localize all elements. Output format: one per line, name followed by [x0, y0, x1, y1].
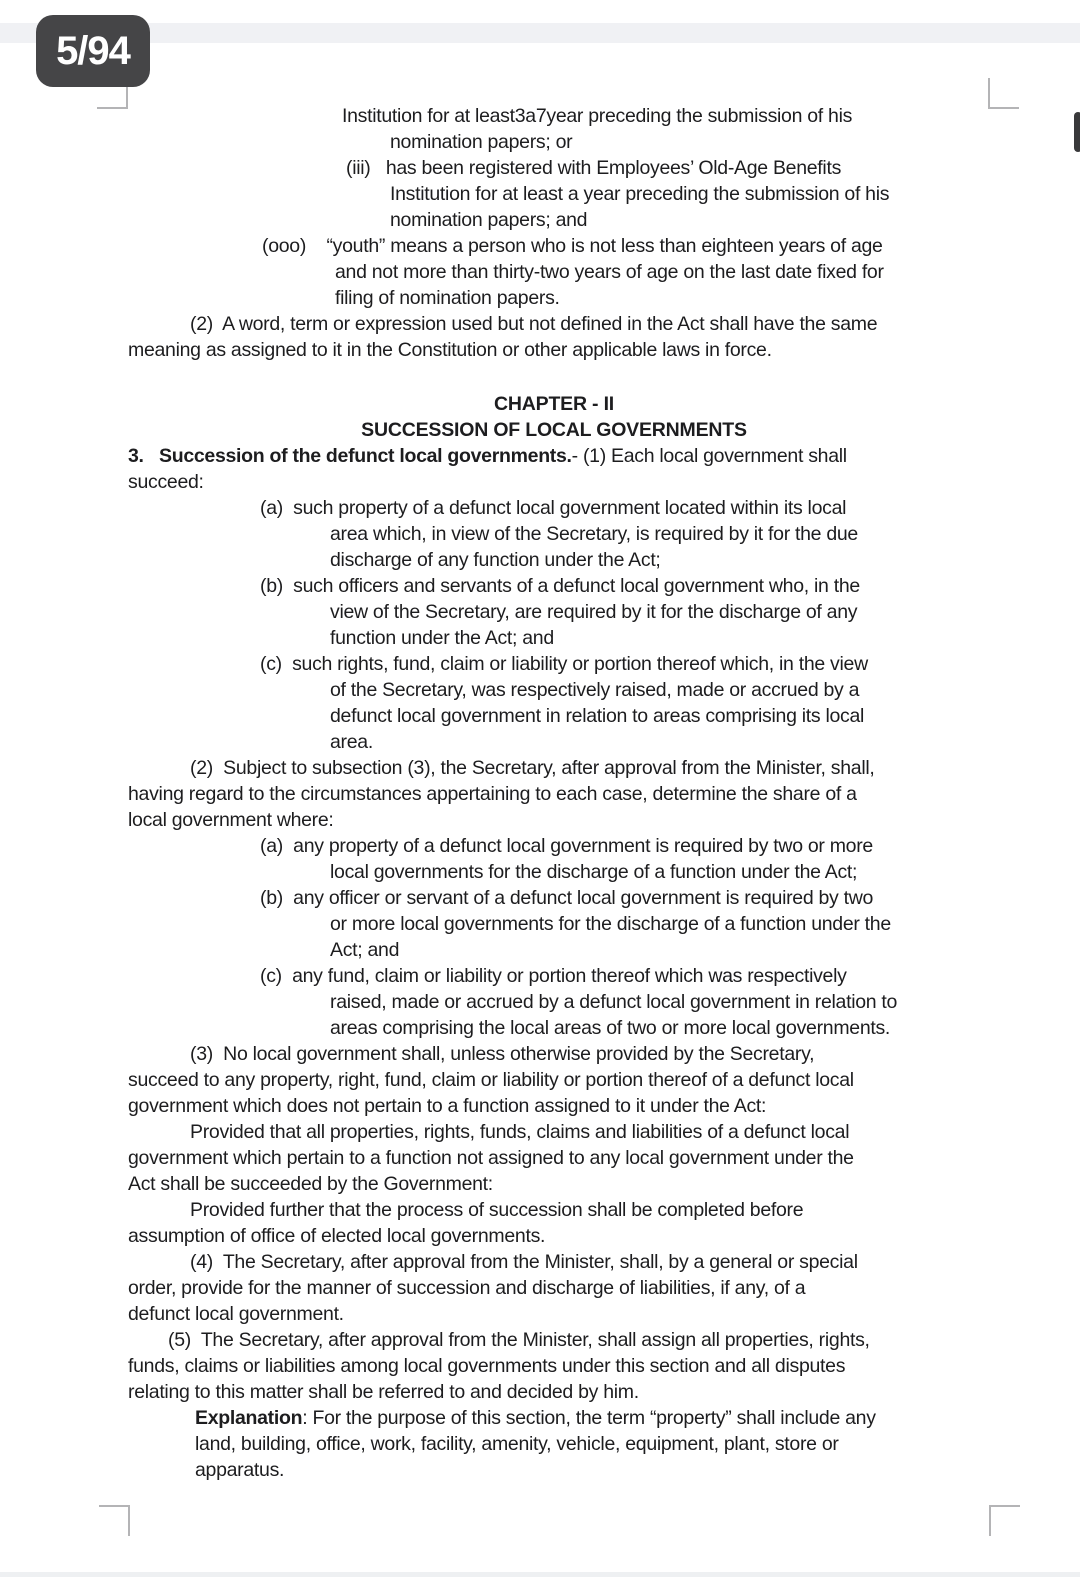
text-run: succeed:	[128, 471, 204, 493]
text-run: (4) The Secretary, after approval from the Minister, shall, by a general or special	[190, 1251, 858, 1273]
text-run: defunct local government in relation to areas comprising its local	[330, 705, 865, 727]
text-run: (c) such rights, fund, claim or liability or portion thereof which, in the view	[260, 653, 868, 675]
text-run: (b) such officers and servants of a defunct local government who, in the	[260, 575, 860, 597]
text-run: and not more than thirty-two years of age on the last date fixed for	[335, 261, 884, 283]
doc-line	[260, 833, 1080, 859]
text-run: meaning as assigned to it in the Constitution or other applicable laws in force.	[128, 339, 772, 361]
text-run: government which pertain to a function not assigned to any local government under the	[128, 1147, 854, 1169]
doc-line	[128, 1041, 1080, 1067]
section-heading-line	[128, 443, 1080, 469]
doc-line	[128, 1171, 1080, 1197]
doc-line	[128, 1067, 1080, 1093]
text-run: Act; and	[330, 939, 400, 961]
bold-text-run: 3. Succession of the defunct local governments.	[128, 445, 572, 467]
doc-line	[330, 547, 1080, 573]
doc-line	[260, 885, 1080, 911]
doc-line	[128, 1353, 1080, 1379]
doc-line	[390, 129, 1080, 155]
text-run: CHAPTER - II	[493, 393, 615, 415]
text-run: (b) any officer or servant of a defunct local government is required by two	[260, 887, 874, 909]
page-number-badge[interactable]	[36, 15, 150, 87]
text-run: (iii) has been registered with Employees’ Old-Age Benefits	[346, 157, 842, 179]
text-run: defunct local government.	[128, 1303, 344, 1325]
text-run: SUCCESSION OF LOCAL GOVERNMENTS	[361, 419, 747, 441]
doc-line	[128, 311, 1080, 337]
doc-line	[330, 703, 1080, 729]
doc-line	[330, 1015, 1080, 1041]
text-run: nomination papers; and	[390, 209, 588, 231]
chapter-heading	[128, 417, 980, 443]
text-run: (2) Subject to subsection (3), the Secretary, after approval from the Minister, shall,	[190, 757, 875, 779]
doc-line	[128, 781, 1080, 807]
chapter-heading	[128, 391, 980, 417]
bottom-bar	[0, 1572, 1080, 1577]
doc-line	[330, 859, 1080, 885]
doc-line	[330, 677, 1080, 703]
text-run: area which, in view of the Secretary, is required by it for the due	[330, 523, 858, 545]
top-toolbar-strip	[0, 23, 1080, 43]
text-run: discharge of any function under the Act;	[330, 549, 661, 571]
text-run: having regard to the circumstances appertaining to each case, determine the share of a	[128, 783, 857, 805]
page-number-label: 5/94	[56, 28, 130, 73]
doc-line	[330, 729, 1080, 755]
doc-line	[342, 103, 1080, 129]
text-run: or more local governments for the discharge of a function under the	[330, 913, 891, 935]
text-run: local governments for the discharge of a function under the Act;	[330, 861, 858, 883]
doc-line	[128, 337, 1080, 363]
doc-line	[128, 1197, 1080, 1223]
crop-corner-bottom-right	[989, 1505, 1020, 1536]
doc-line	[335, 259, 1080, 285]
text-run: assumption of office of elected local governments.	[128, 1225, 546, 1247]
text-run: function under the Act; and	[330, 627, 554, 649]
text-run: of the Secretary, was respectively raised, made or accrued by a	[330, 679, 860, 701]
doc-line	[128, 1301, 1080, 1327]
doc-line	[128, 1249, 1080, 1275]
text-run: view of the Secretary, are required by it for the discharge of any	[330, 601, 858, 623]
doc-line	[330, 989, 1080, 1015]
text-run: (a) such property of a defunct local government located within its local	[260, 497, 847, 519]
doc-line	[195, 1431, 1080, 1457]
text-run: (a) any property of a defunct local government is required by two or more	[260, 835, 873, 857]
doc-line	[128, 1327, 1080, 1353]
text-run: local government where:	[128, 809, 334, 831]
text-run: Provided that all properties, rights, funds, claims and liabilities of a defunct local	[190, 1121, 850, 1143]
text-run: land, building, office, work, facility, amenity, vehicle, equipment, plant, store or	[195, 1433, 839, 1455]
crop-corner-bottom-left	[99, 1505, 130, 1536]
text-run: Provided further that the process of succession shall be completed before	[190, 1199, 804, 1221]
doc-line	[128, 1145, 1080, 1171]
doc-line	[260, 495, 1080, 521]
text-run: area.	[330, 731, 373, 753]
text-run: areas comprising the local areas of two or more local governments.	[330, 1017, 891, 1039]
doc-line	[195, 1405, 1080, 1431]
doc-line	[260, 573, 1080, 599]
doc-line	[390, 207, 1080, 233]
text-run: nomination papers; or	[390, 131, 573, 153]
text-run: Institution for at least a year preceding the submission of his	[390, 183, 890, 205]
doc-line	[128, 1093, 1080, 1119]
doc-line	[128, 469, 1080, 495]
doc-line	[128, 755, 1080, 781]
text-run: Institution for at least3a7year preceding the submission of his	[342, 105, 853, 127]
text-run: funds, claims or liabilities among local governments under this section and all disputes	[128, 1355, 846, 1377]
text-run: apparatus.	[195, 1459, 285, 1481]
doc-line	[128, 807, 1080, 833]
doc-line	[330, 911, 1080, 937]
doc-line	[260, 963, 1080, 989]
text-run: raised, made or accrued by a defunct local government in relation to	[330, 991, 898, 1013]
document-page	[0, 103, 1080, 1483]
text-run: government which does not pertain to a function assigned to it under the Act:	[128, 1095, 767, 1117]
text-run: - (1) Each local government shall	[571, 445, 847, 467]
text-run: (3) No local government shall, unless otherwise provided by the Secretary,	[190, 1043, 815, 1065]
text-run: (2) A word, term or expression used but not defined in the Act shall have the same	[190, 313, 878, 335]
bold-text-run: Explanation	[195, 1407, 303, 1429]
text-run: (5) The Secretary, after approval from the Minister, shall assign all properties, rights,	[168, 1329, 870, 1351]
doc-line	[330, 599, 1080, 625]
text-run: relating to this matter shall be referred to and decided by him.	[128, 1381, 639, 1403]
doc-line	[128, 1223, 1080, 1249]
text-run: Act shall be succeeded by the Government:	[128, 1173, 493, 1195]
doc-line	[260, 651, 1080, 677]
text-run: (ooo) “youth” means a person who is not less than eighteen years of age	[262, 235, 883, 257]
text-run: : For the purpose of this section, the term “property” shall include any	[302, 1407, 876, 1429]
doc-line	[262, 233, 1080, 259]
doc-line	[128, 1119, 1080, 1145]
doc-line	[390, 181, 1080, 207]
text-run: filing of nomination papers.	[335, 287, 560, 309]
text-run: order, provide for the manner of succession and discharge of liabilities, if any, of a	[128, 1277, 806, 1299]
doc-line	[128, 1379, 1080, 1405]
doc-line	[195, 1457, 1080, 1483]
doc-line	[335, 285, 1080, 311]
doc-line	[128, 1275, 1080, 1301]
text-run: (c) any fund, claim or liability or portion thereof which was respectively	[260, 965, 847, 987]
doc-line	[330, 521, 1080, 547]
text-run: succeed to any property, right, fund, claim or liability or portion thereof of a defunct local	[128, 1069, 854, 1091]
doc-line	[330, 625, 1080, 651]
doc-line	[330, 937, 1080, 963]
doc-line	[346, 155, 1080, 181]
